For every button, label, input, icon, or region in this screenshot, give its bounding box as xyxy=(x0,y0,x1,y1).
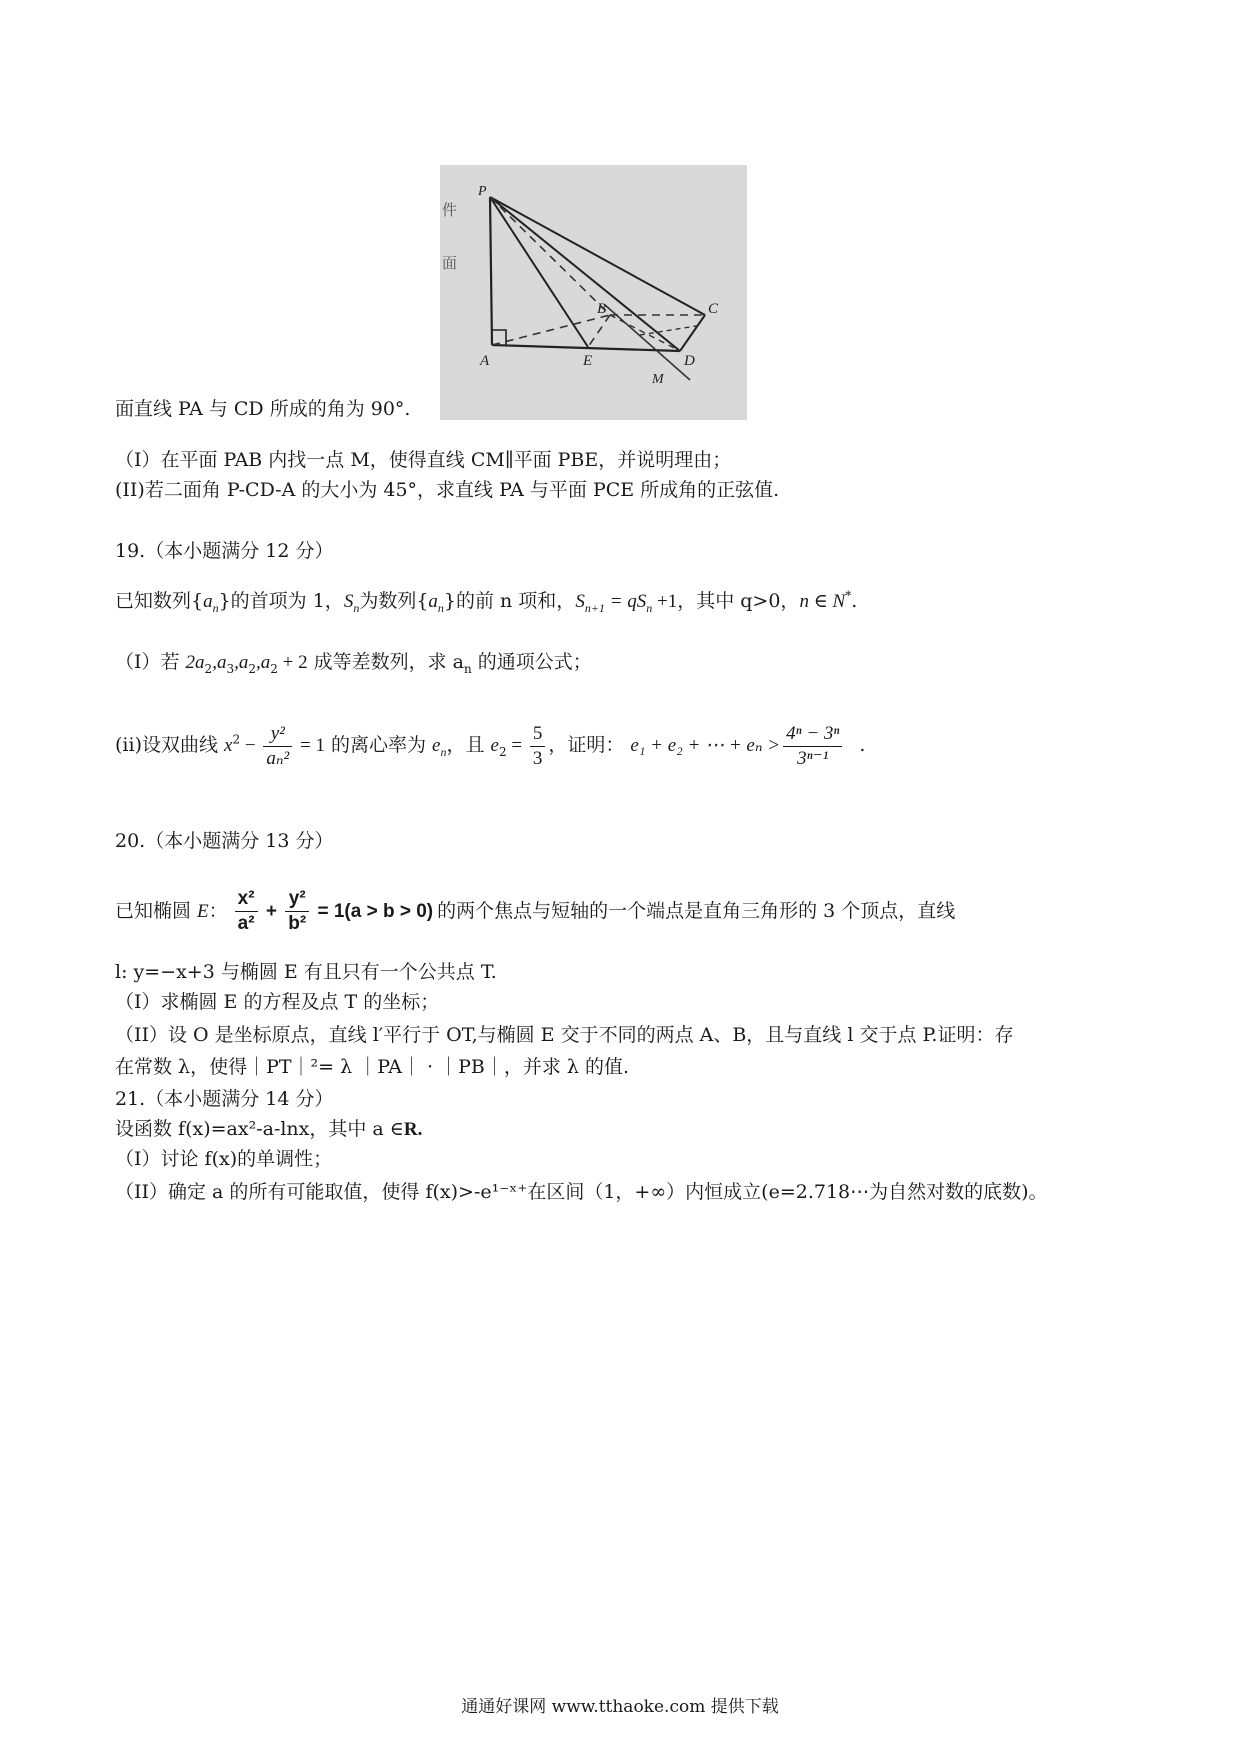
q19-heading: 19.（本小题满分 12 分） xyxy=(115,540,334,562)
side-text-1: 件 xyxy=(442,201,458,219)
side-text-2: 面 xyxy=(442,254,458,272)
q19-part1: （I）若 $2a_2,a_3,a_2,a_2 + 2$ 成等差数列，求 $a_n$ 的通项公式； xyxy=(115,651,592,676)
label-c: C xyxy=(708,301,719,317)
pyramid-diagram xyxy=(440,165,747,420)
ellipse-equation: $\frac{\text{x²}}{\text{a²}}$ + $\frac{\text{y²}}{\text{b²}}$ = 1(a > b > 0) xyxy=(232,879,433,945)
five-thirds-fraction: $\frac{5}{3}$ xyxy=(530,722,546,771)
q20-heading: 20.（本小题满分 13 分） xyxy=(115,830,334,852)
geometry-figure xyxy=(440,165,747,420)
label-b: B xyxy=(597,301,607,317)
q20-line1: 已知椭圆 E： $\frac{\text{x²}}{\text{a²}}$ + $\frac{\text{y²}}{\text{b²}}$ = 1(a > b > 0) 的两个焦点与短轴的一个端点是直角三角形的 3 个顶点，直线 xyxy=(115,878,955,945)
label-a: A xyxy=(480,353,490,369)
q21-stem: 设函数 f(x)=ax²-a-lnx，其中 a ∈R. xyxy=(115,1118,423,1140)
q21-part1: （I）讨论 f(x)的单调性； xyxy=(115,1148,333,1170)
label-p: P xyxy=(478,184,487,199)
label-d: D xyxy=(684,353,695,369)
q18-part1: （I）在平面 PAB 内找一点 M，使得直线 CM∥平面 PBE，并说明理由； xyxy=(115,449,732,471)
footer: 通通好课网 www.tthaoke.com 提供下载 xyxy=(461,1697,779,1717)
q19-part2: (ii)设双曲线 $x^2$ − $\frac{\text{y²}}{\text{aₙ²}}$ = 1 的离心率为 $e_n$，且 $e_2$ = $\frac{5}{3}$ ，证明： e₁ + e₂ + ⋯ + eₙ > $\frac{\text{4ⁿ − 3ⁿ}}{\text{3ⁿ⁻¹}}$ . xyxy=(115,722,866,769)
rhs-fraction: $\frac{\text{4ⁿ − 3ⁿ}}{\text{3ⁿ⁻¹}}$ xyxy=(783,722,842,771)
label-e: E xyxy=(583,353,593,369)
q20-part1: （I）求椭圆 E 的方程及点 T 的坐标； xyxy=(115,991,440,1013)
q19-stem: 已知数列$\{a_n\}$的首项为 1，$S_n$为数列$\{a_n\}$的前 n 项和，$S_{n+1} = qS_n +1$，其中 q>0，n ∈ N*. xyxy=(115,588,858,615)
q20-part2b: 在常数 λ，使得｜PT｜²= λ ｜PA｜ · ｜PB｜，并求 λ 的值. xyxy=(115,1056,629,1078)
hyperbola-fraction: $\frac{\text{y²}}{\text{aₙ²}}$ xyxy=(263,722,292,771)
label-m: M xyxy=(652,372,664,387)
q20-part2a: （II）设 O 是坐标原点，直线 l′平行于 OT,与椭圆 E 交于不同的两点 A、B，且与直线 l 交于点 P.证明：存 xyxy=(115,1024,1014,1046)
q21-part2: （II）确定 a 的所有可能取值，使得 f(x)>-e¹⁻ˣ⁺在区间（1，+∞）内恒成立(e=2.718⋯为自然对数的底数)。 xyxy=(115,1181,1048,1203)
q18-line1: 面直线 PA 与 CD 所成的角为 90°. xyxy=(115,398,411,420)
q18-part2: (II)若二面角 P-CD-A 的大小为 45°，求直线 PA 与平面 PCE 所成角的正弦值. xyxy=(115,479,780,501)
q21-heading: 21.（本小题满分 14 分） xyxy=(115,1088,334,1110)
q20-line2: l: y=−x+3 与椭圆 E 有且只有一个公共点 T. xyxy=(115,961,497,983)
